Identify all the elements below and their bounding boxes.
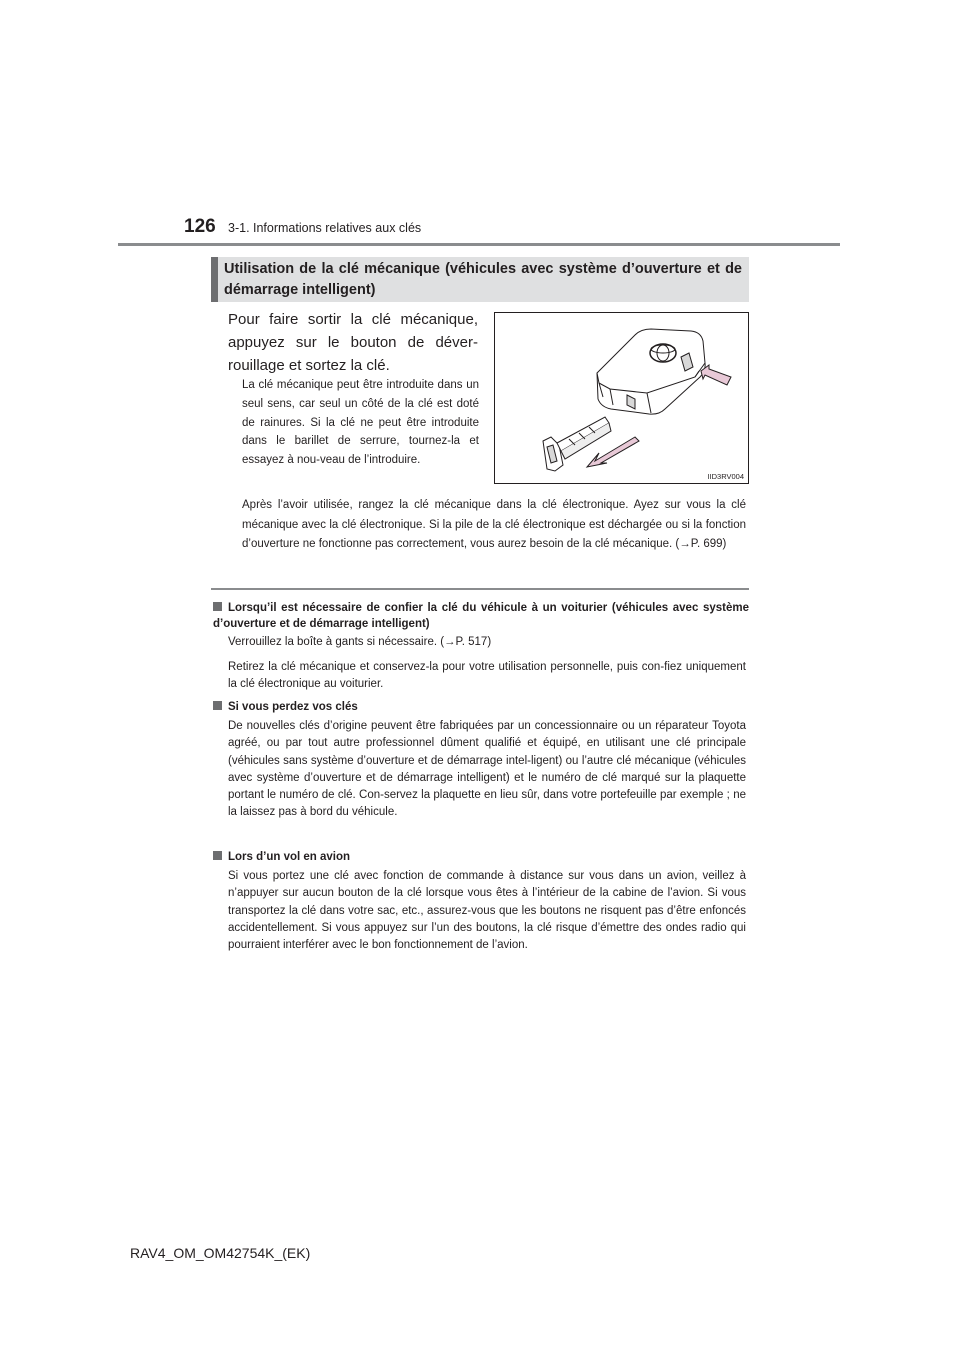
section-divider [211, 588, 749, 590]
key-illustration [494, 312, 749, 484]
item-paragraph: De nouvelles clés d’origine peuvent être fabriquées par un concessionnaire ou un réparateur Toyota agréé, ou par tout autre professionnel dûment qualifié et équipé, en utilisant une clé principale (véhicules sans système d’ouverture et de démarrage intel-ligent) ou l’autre clé mécanique (véhicules avec système d’ouverture et de démarrage intelligent) et le numéro de clé marqué sur la plaquette portant le numéro de clé. Con-servez la plaquette en lieu sûr, dans votre portefeuille par exemple ; ne la laissez pas à bord du véhicule. [228, 720, 746, 819]
square-bullet-icon [213, 602, 222, 611]
section-title: Utilisation de la clé mécanique (véhicules avec système d’ouverture et de démarrage intelligent) [224, 261, 742, 298]
header-rule [118, 243, 840, 246]
pull-arrow-icon [587, 437, 639, 467]
mechanical-key-drawing [495, 313, 748, 483]
item-paragraph: Verrouillez la boîte à gants si nécessaire. (→P. 517) [228, 636, 492, 648]
item-heading-valet: Lorsqu’il est nécessaire de confier la clé du véhicule à un voiturier (véhicules avec système d’ouverture et de démarrage intelligent) [213, 602, 749, 630]
electronic-key-icon [597, 329, 705, 414]
push-arrow-icon [701, 365, 731, 385]
item-heading-airplane: Lors d’un vol en avion [213, 849, 749, 865]
document-code: RAV4_OM_OM42754K_(EK) [130, 1245, 311, 1261]
running-head: 3-1. Informations relatives aux clés [228, 221, 422, 235]
page-number: 126 [184, 216, 216, 237]
item-paragraph: Retirez la clé mécanique et conservez-la pour votre utilisation personnelle, puis con-fiez uniquement la clé électronique au voiturier. [228, 661, 746, 691]
square-bullet-icon [213, 851, 222, 860]
square-bullet-icon [213, 701, 222, 710]
figure-code: IID3RV004 [707, 472, 744, 481]
note-key-insertion: La clé mécanique peut être introduite dans un seul sens, car seul un côté de la clé est doté de rainures. Si la clé ne peut être introduite dans le barillet de serrure, tournez-la et essayez à nou-veau de l’introduire. [242, 379, 479, 467]
item-heading-lost-keys: Si vous perdez vos clés [213, 699, 749, 715]
note-after-use: Après l’avoir utilisée, rangez la clé mécanique dans la clé électronique. Ayez sur vous la clé mécanique avec la clé électronique. Si la pile de la clé électronique est déchargée ou si la fonction d’ouverture ne fonctionne pas correctement, vous aurez besoin de la clé mécanique. (→P. 699) [242, 499, 746, 550]
lead-paragraph: Pour faire sortir la clé mécanique, appuyez sur le bouton de déver-rouillage et sortez la clé. [228, 311, 478, 374]
section-title-bar [211, 257, 218, 302]
item-paragraph: Si vous portez une clé avec fonction de commande à distance sur vous dans un avion, veillez à n’appuyer sur aucun bouton de la clé lorsque vous êtes à l’intérieur de la cabine de l’avion. Si vous transportez la clé dans votre sac, etc., assurez-vous que les boutons ne risquent pas d’être enfoncés accidentellement. Si vous appuyez sur l’un des boutons, la clé risque d’émettre des ondes radio qui pourraient interférer avec le bon fonctionnement de l’avion. [228, 870, 746, 952]
